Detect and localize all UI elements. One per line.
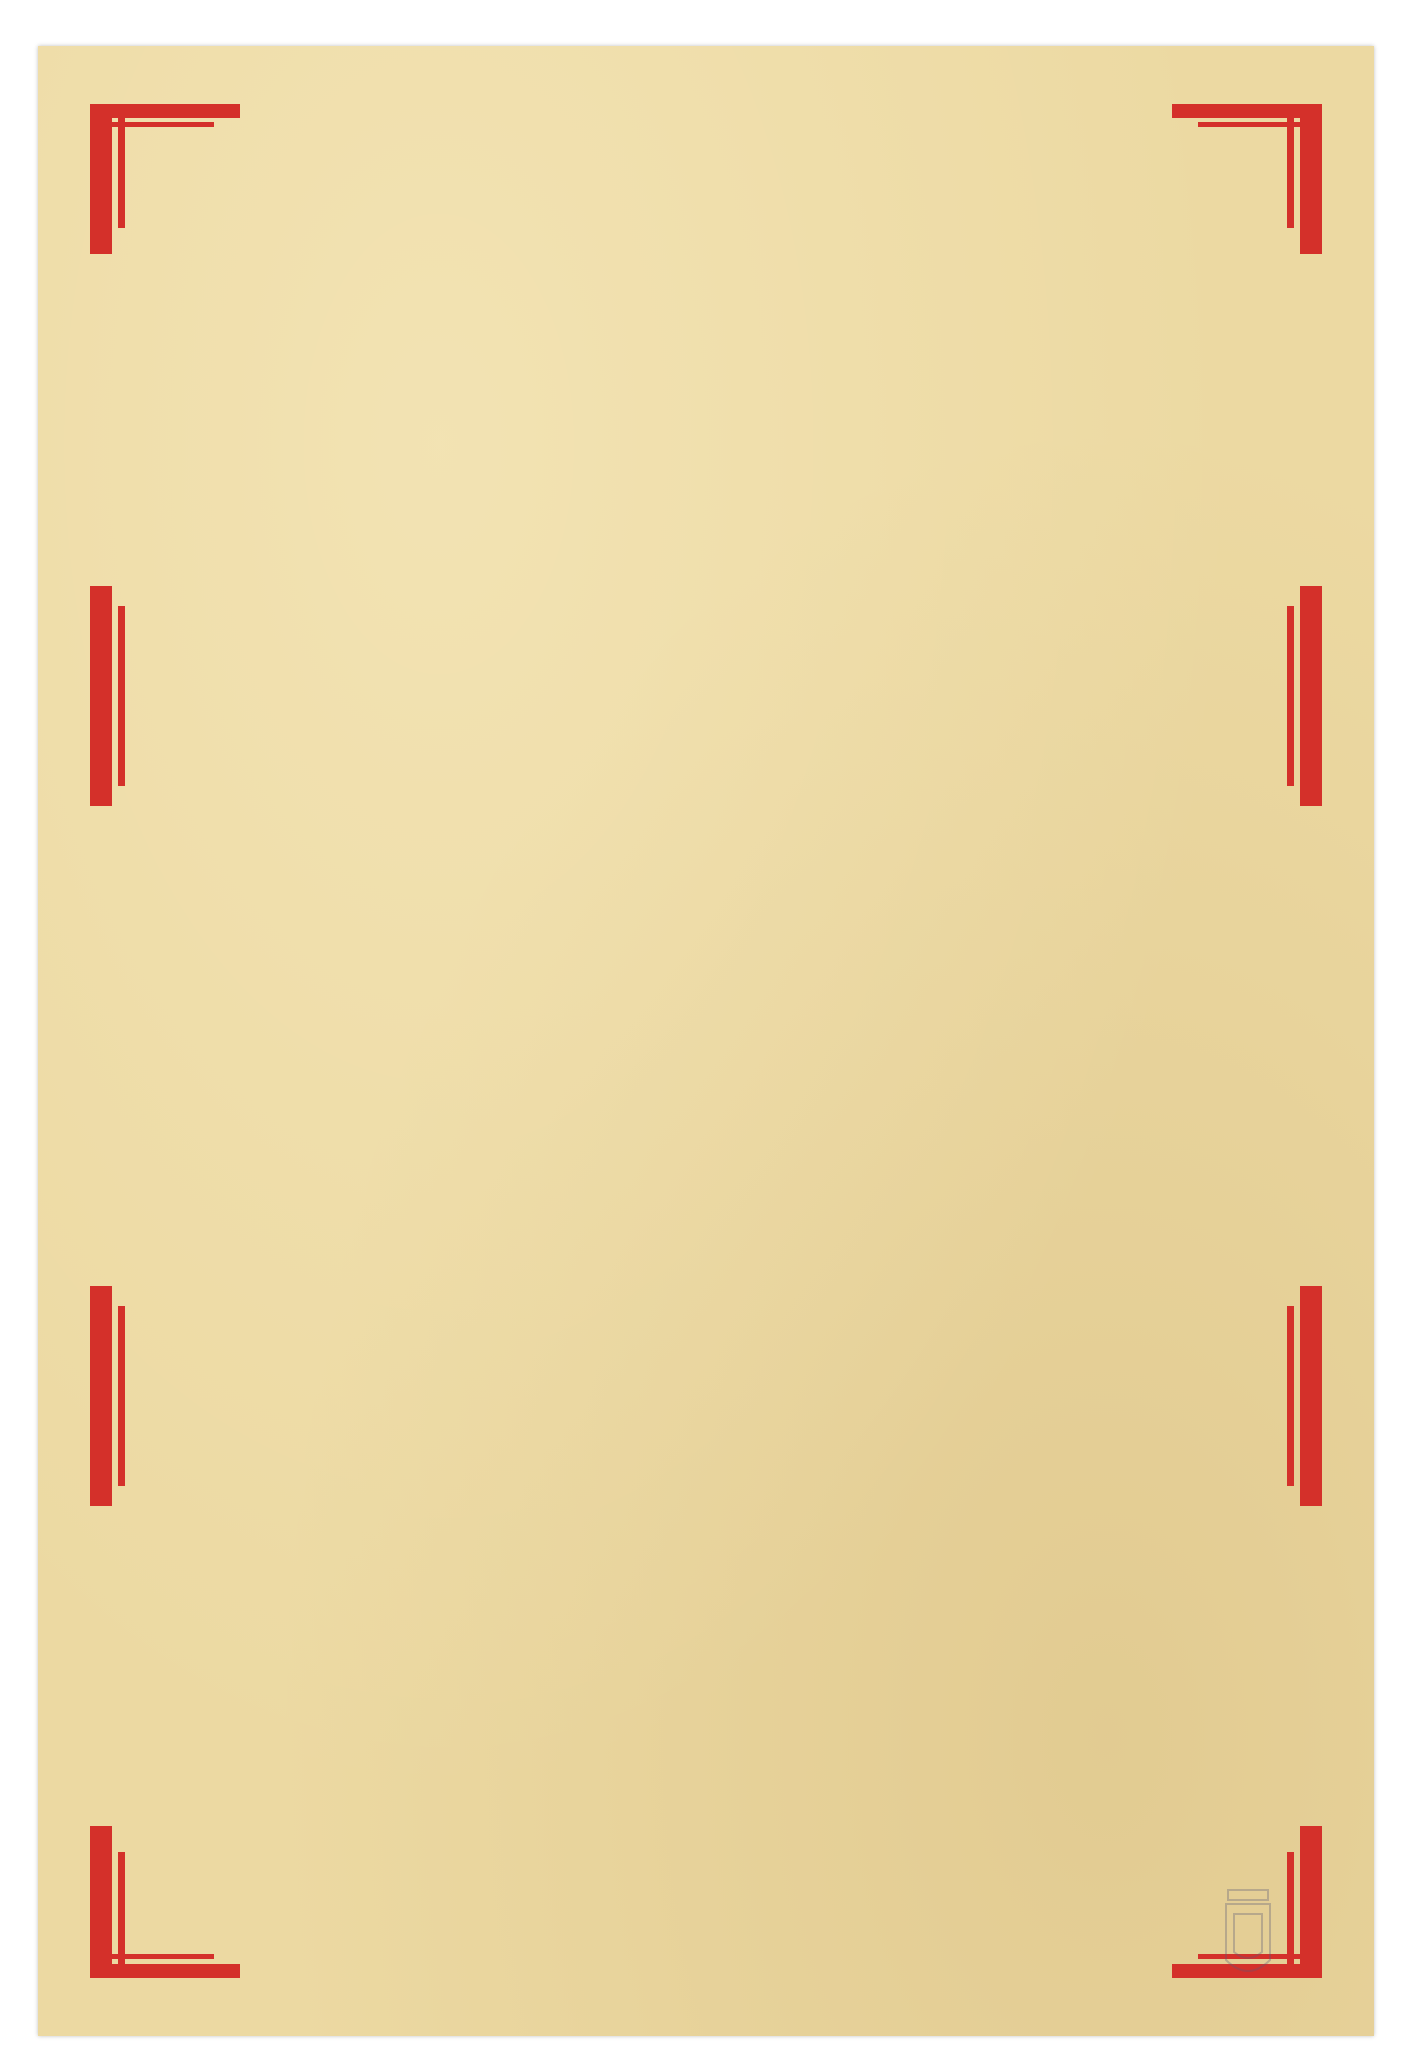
bulletin-page [38,46,1374,2036]
masthead-logo [376,214,1096,374]
crown-icon [1228,1890,1268,1900]
city-council-watermark [1188,1870,1374,2030]
